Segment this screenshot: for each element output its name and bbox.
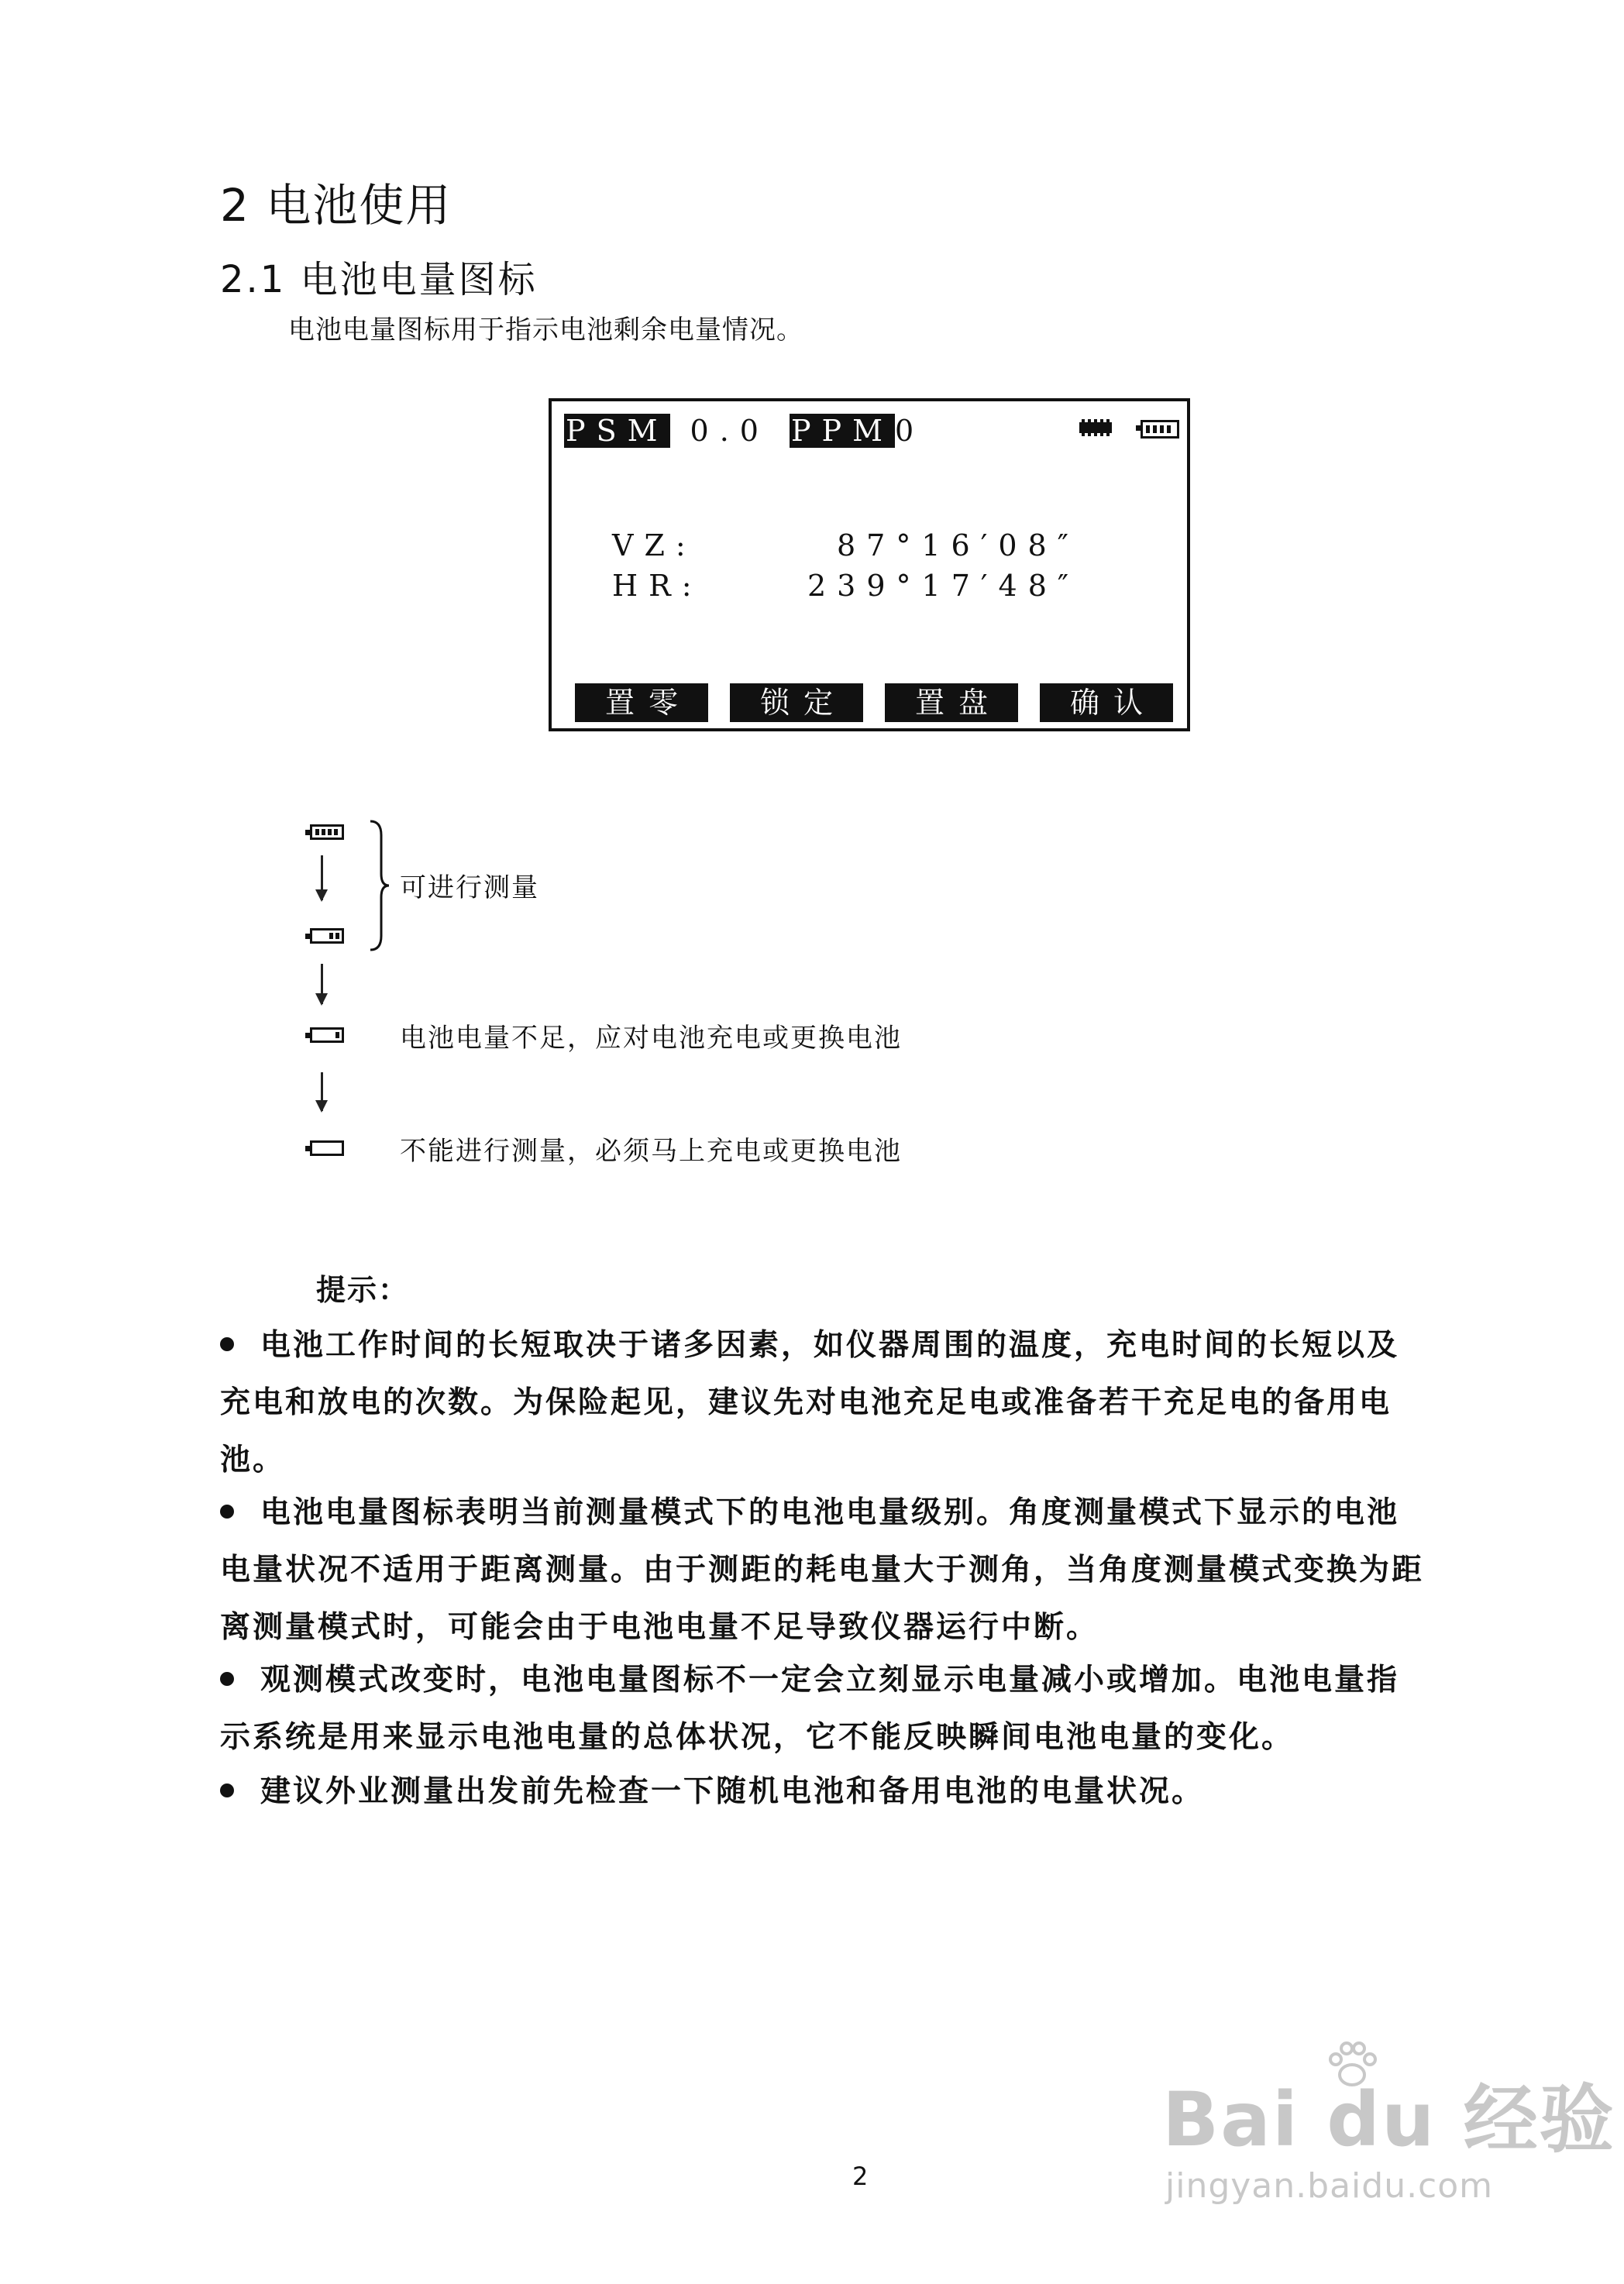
battery-empty-icon [310, 1140, 344, 1156]
lcd-status-row [564, 414, 924, 448]
psm-value: 0.0 [690, 414, 769, 448]
ppm-value: 0 [895, 414, 925, 448]
vz-row [612, 528, 1079, 562]
softkey-set[interactable]: 置盘 [885, 683, 1018, 722]
brace-icon [367, 820, 391, 951]
tip-item [220, 1484, 1429, 1656]
legend-empty-text: 不能进行测量，必须马上充电或更换电池 [400, 1136, 902, 1167]
intro-text: 电池电量图标用于指示电池剩余电量情况。 [288, 315, 803, 346]
signal-icon [1079, 418, 1113, 437]
tip-item [220, 1652, 1429, 1766]
vz-value: 87°16′08″ [837, 528, 1079, 562]
battery-full-icon [1141, 420, 1179, 439]
page-number: 2 [852, 2162, 869, 2191]
legend-range-text: 可进行测量 [400, 872, 539, 903]
watermark-brand: Bai du 经验 [1162, 2076, 1615, 2163]
bullet-icon [220, 1505, 234, 1519]
softkey-lock[interactable]: 锁定 [730, 683, 863, 722]
watermark-url: jingyan.baidu.com [1165, 2166, 1494, 2206]
tip-item [220, 1317, 1429, 1489]
legend-low-text: 电池电量不足，应对电池充电或更换电池 [400, 1023, 902, 1054]
psm-label: PSM [566, 414, 669, 448]
tip-text: 电池工作时间的长短取决于诸多因素，如仪器周围的温度，充电时间的长短以及充电和放电的次数。为保险起见，建议先对电池充足电或准备若干充足电的备用电池。 [220, 1328, 1400, 1477]
arrow-down-icon [321, 855, 323, 900]
bullet-icon [220, 1337, 234, 1351]
softkey-zero[interactable]: 置零 [575, 683, 708, 722]
heading-1: 2 电池使用 [220, 179, 452, 232]
softkey-confirm[interactable]: 确认 [1040, 683, 1173, 722]
arrow-down-icon [321, 964, 323, 1004]
lcd-screen [549, 398, 1190, 731]
tip-text: 观测模式改变时，电池电量图标不一定会立刻显示电量减小或增加。电池电量指示系统是用来显示电池电量的总体状况，它不能反映瞬间电池电量的变化。 [220, 1663, 1400, 1755]
ppm-label: PPM [790, 414, 893, 448]
battery-low-icon [310, 1027, 344, 1043]
heading-2: 2.1 电池电量图标 [220, 258, 538, 301]
tip-text: 建议外业测量出发前先检查一下随机电池和备用电池的电量状况。 [260, 1774, 1205, 1809]
bullet-icon [220, 1784, 234, 1797]
battery-full-icon [310, 824, 344, 840]
battery-half-icon [310, 928, 344, 944]
hr-value: 239°17′48″ [807, 569, 1080, 603]
hr-row [612, 569, 1080, 603]
tip-item [220, 1763, 1429, 1821]
tip-text: 电池电量图标表明当前测量模式下的电池电量级别。角度测量模式下显示的电池电量状况不适用于距离测量。由于测距的耗电量大于测角，当角度测量模式变换为距离测量模式时，可能会由于电池电量不足导致仪器运行中断。 [220, 1495, 1425, 1645]
bullet-icon [220, 1672, 234, 1686]
hr-label: HR: [612, 569, 703, 603]
tips-title: 提示： [316, 1273, 410, 1307]
softkey-bar [575, 683, 1173, 722]
arrow-down-icon [321, 1072, 323, 1111]
vz-label: VZ: [612, 528, 697, 562]
